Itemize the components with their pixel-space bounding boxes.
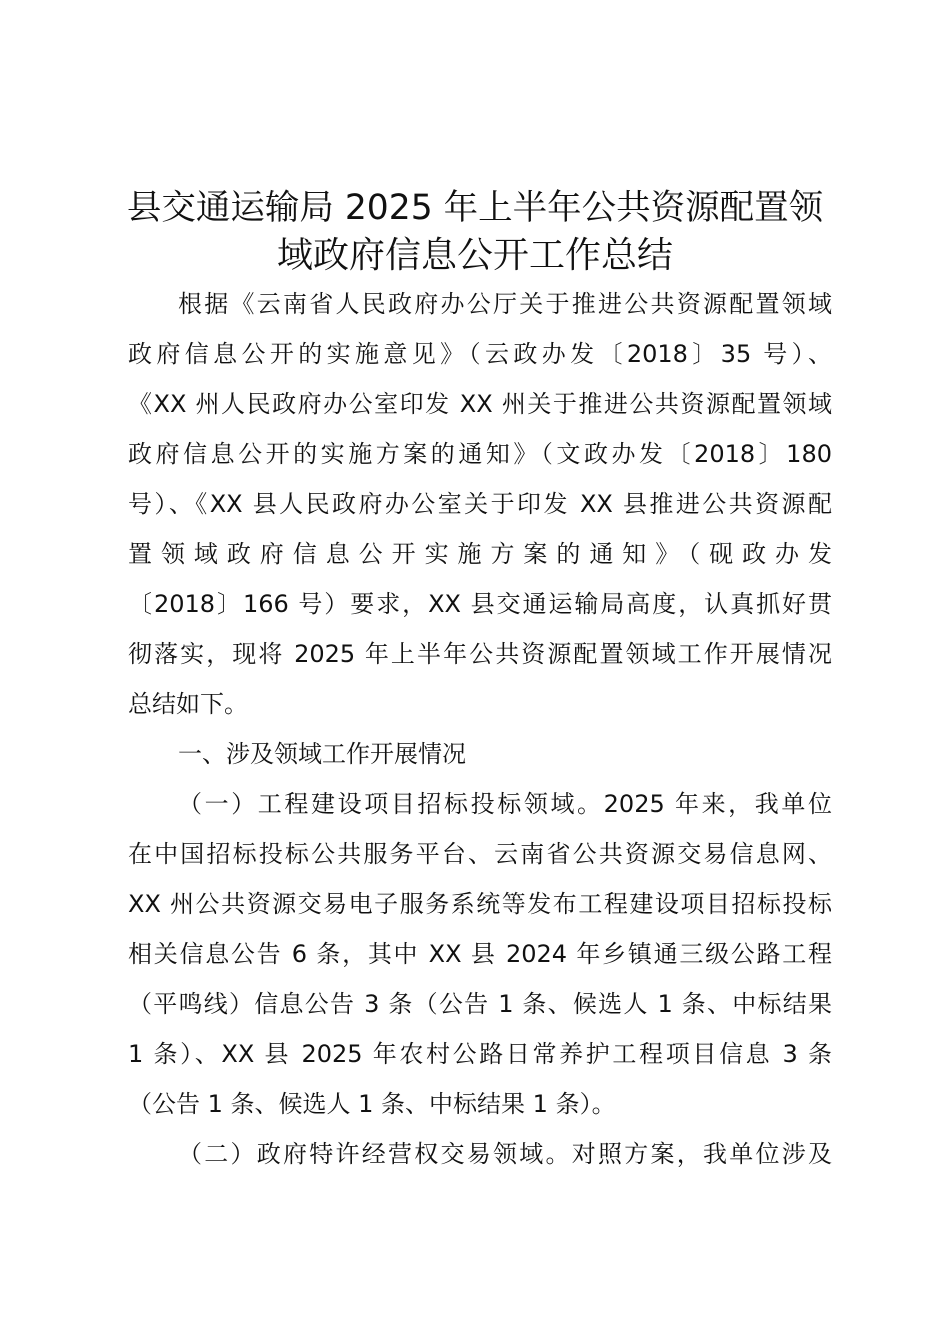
intro-line: 政府信息公开的实施方案的通知》（文政办发〔2018〕180	[128, 440, 832, 468]
intro-line: 总结如下。	[128, 690, 248, 718]
item-1-line: 相关信息公告 6 条，其中 XX 县 2024 年乡镇通三级公路工程	[128, 940, 832, 968]
section-heading: 一、涉及领域工作开展情况	[178, 740, 466, 768]
item-1-line: （平鸣线）信息公告 3 条（公告 1 条、候选人 1 条、中标结果	[128, 990, 832, 1018]
item-1-line: XX 州公共资源交易电子服务系统等发布工程建设项目招标投标	[128, 890, 832, 918]
item-1-line: 在中国招标投标公共服务平台、云南省公共资源交易信息网、	[128, 840, 832, 868]
intro-line: 号）、《XX 县人民政府办公室关于印发 XX 县推进公共资源配	[128, 490, 832, 518]
item-1-line: （公告 1 条、候选人 1 条、中标结果 1 条）。	[128, 1090, 616, 1118]
document-title-line-2: 域政府信息公开工作总结	[276, 235, 673, 276]
intro-line: 政府信息公开的实施意见》（云政办发〔2018〕35 号）、	[128, 340, 832, 368]
intro-line: 《XX 州人民政府办公室印发 XX 州关于推进公共资源配置领域	[128, 390, 832, 418]
intro-line: 彻落实，现将 2025 年上半年公共资源配置领域工作开展情况	[128, 640, 832, 668]
document-title-line-1: 县交通运输局 2025 年上半年公共资源配置领	[126, 188, 824, 228]
item-1-line: （一）工程建设项目招标投标领域。2025 年来，我单位	[178, 790, 832, 818]
intro-line: 〔2018〕166 号）要求，XX 县交通运输局高度，认真抓好贯	[128, 590, 832, 618]
item-2-line: （二）政府特许经营权交易领域。对照方案，我单位涉及	[178, 1140, 832, 1168]
intro-line: 置领域政府信息公开实施方案的通知》（砚政办发	[128, 540, 832, 568]
item-1-line: 1 条）、XX 县 2025 年农村公路日常养护工程项目信息 3 条	[128, 1040, 832, 1068]
intro-line: 根据《云南省人民政府办公厅关于推进公共资源配置领域	[178, 290, 832, 318]
